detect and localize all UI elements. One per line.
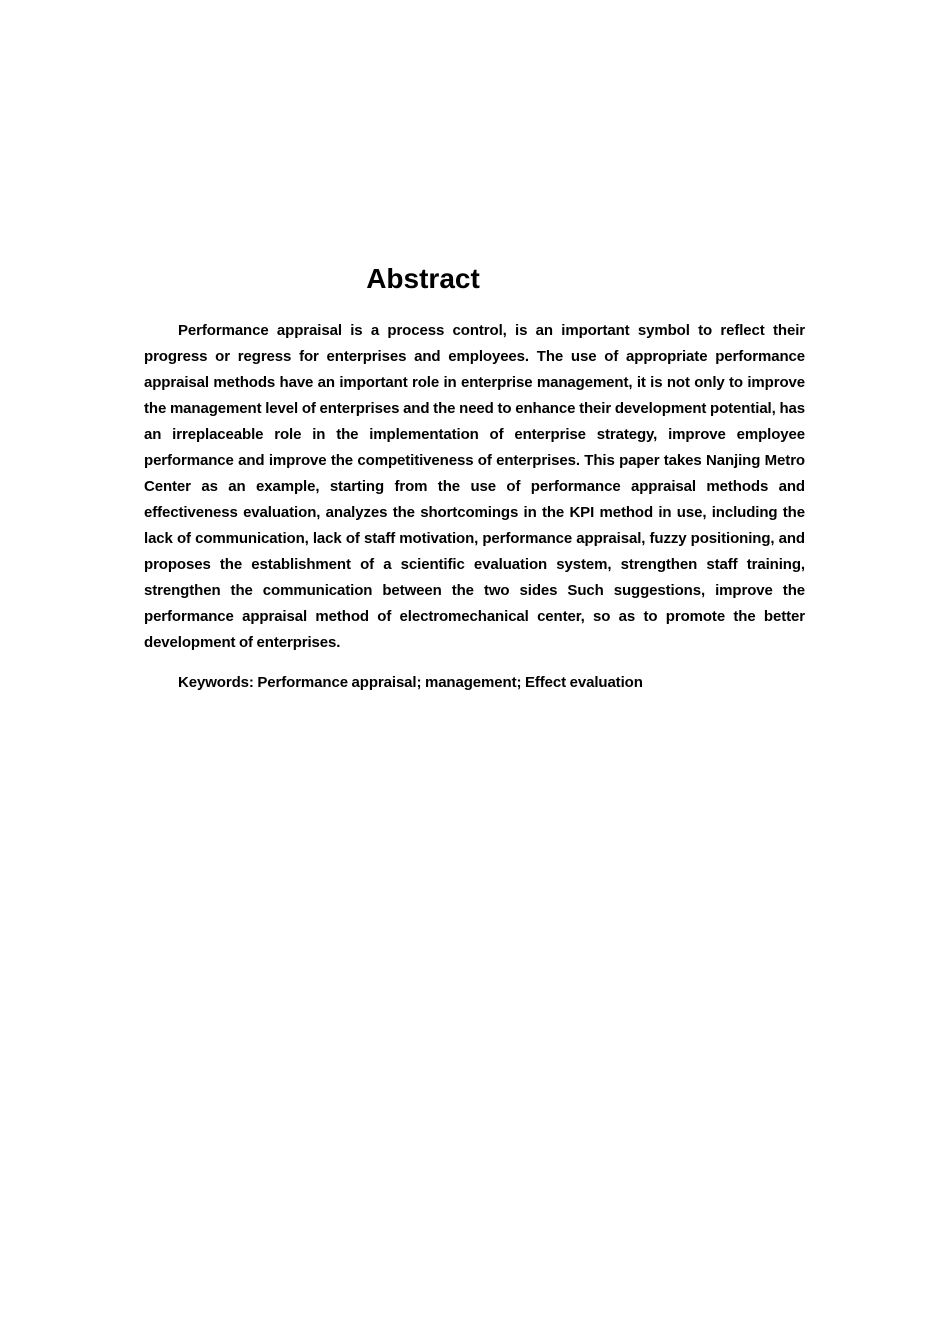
abstract-title: Abstract <box>366 263 480 294</box>
keywords-line: Keywords: Performance appraisal; management; Effect evaluation <box>178 674 643 691</box>
abstract-body: Performance appraisal is a process control, is an important symbol to reflect their progress or regress for enterprises and employees. The use of appropriate performance appraisal methods have an important role in enterprise management, it is not only to improve the management level of enterprises and the need to enhance their development potential, has an irreplaceable role in the implementation of enterprise strategy, improve employee performance and improve the competitiveness of enterprises. This paper takes Nanjing Metro Center as an example, starting from the use of performance appraisal methods and effectiveness evaluation, analyzes the shortcomings in the KPI method in use, including the lack of communication, lack of staff motivation, performance appraisal, fuzzy positioning, and proposes the establishment of a scientific evaluation system, strengthen staff training, strengthen the communication between the two sides Such suggestions, improve the performance appraisal method of electromechanical center, so as to promote the better development of enterprises. <box>144 322 805 651</box>
